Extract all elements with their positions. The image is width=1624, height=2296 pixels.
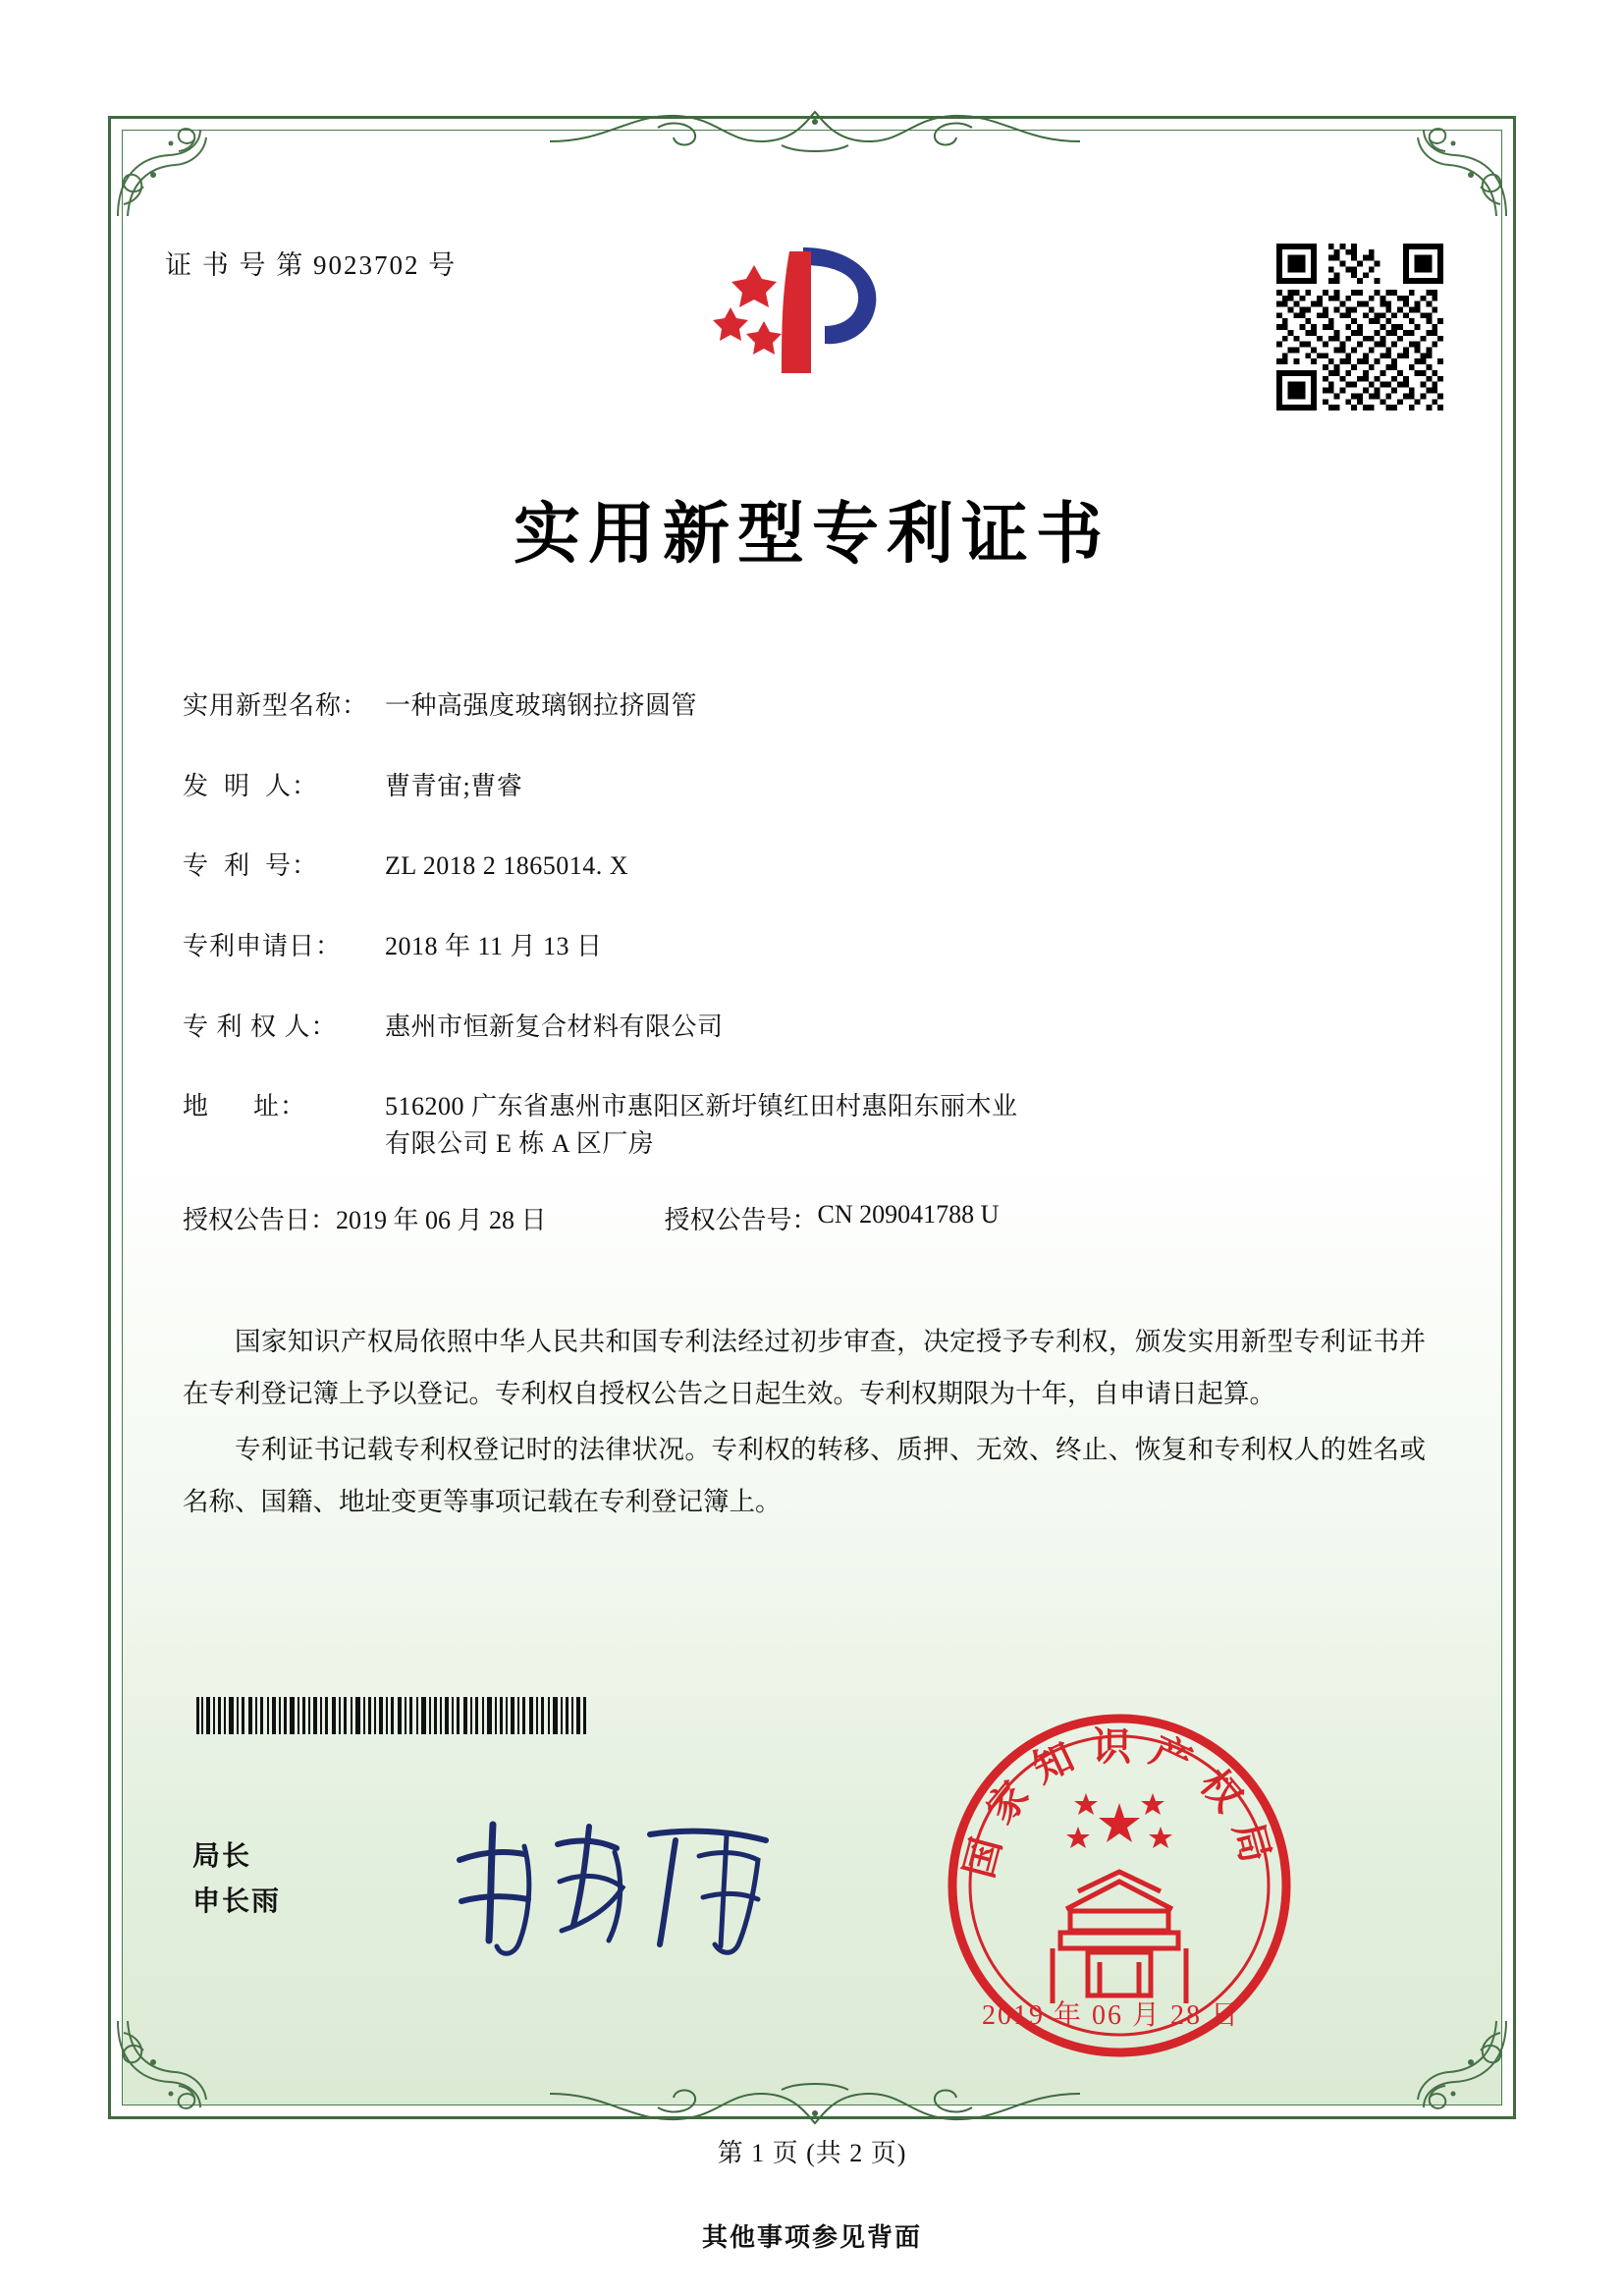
signature-block xyxy=(192,1834,281,1925)
certificate-number: 证 书 号 第 9023702 号 xyxy=(165,250,458,280)
address-line-2: 有限公司 E 栋 A 区厂房 xyxy=(385,1129,655,1159)
address-line-1: 516200 广东省惠州市惠阳区新圩镇红田村惠阳东丽木业 xyxy=(385,1092,1018,1121)
field-inventor xyxy=(183,768,1420,805)
field-label: 专 利 号： xyxy=(183,851,319,881)
field-label: 地 址： xyxy=(183,1092,307,1121)
field-value: 一种高强度玻璃钢拉挤圆管 xyxy=(385,691,698,720)
svg-text:国家知识产权局: 国家知识产权局 xyxy=(955,1723,1283,1884)
back-side-note: 其他事项参见背面 xyxy=(701,2223,922,2252)
field-patent-number xyxy=(183,847,1420,885)
field-application-date xyxy=(183,928,1420,965)
field-label: 实用新型名称： xyxy=(183,691,369,720)
paragraph-2: 专利证书记载专利权登记时的法律状况。专利权的转移、质押、无效、终止、恢复和专利权人的姓名或名称、国籍、地址变更等事项记载在专利登记簿上。 xyxy=(183,1435,1426,1516)
corner-ornament-icon xyxy=(1396,118,1514,226)
handwritten-signature-icon xyxy=(442,1807,795,1964)
field-value: 曹青宙;曹睿 xyxy=(385,771,523,800)
field-patentee xyxy=(183,1009,1420,1046)
field-value: 惠州市恒新复合材料有限公司 xyxy=(385,1011,724,1041)
field-label: 专利申请日： xyxy=(183,932,343,961)
seal-date: 2019 年 06 月 28 日 xyxy=(982,2000,1241,2031)
field-address xyxy=(183,1088,1420,1162)
field-utility-model-name xyxy=(183,687,1420,725)
signature-name: 申长雨 xyxy=(192,1886,282,1918)
barcode xyxy=(196,1697,589,1734)
qr-code-icon xyxy=(1276,244,1443,410)
field-value: ZL 2018 2 1865014. X xyxy=(385,851,629,881)
cnipa-logo-icon xyxy=(687,236,923,383)
field-value: 2018 年 11 月 13 日 xyxy=(385,932,603,961)
field-label: 专 利 权 人： xyxy=(183,1011,338,1041)
signature-role: 局长 xyxy=(192,1841,252,1872)
top-ornament-icon xyxy=(550,102,1080,165)
publication-date-label: 授权公告日： xyxy=(183,1205,337,1234)
field-publication xyxy=(183,1200,1420,1236)
publication-number-label: 授权公告号： xyxy=(664,1205,818,1234)
page-number: 第 1 页 (共 2 页) xyxy=(717,2139,907,2167)
field-list xyxy=(183,687,1420,1236)
field-label: 发 明 人： xyxy=(183,771,319,800)
corner-ornament-icon xyxy=(1396,2011,1514,2119)
corner-ornament-icon xyxy=(110,2011,228,2119)
publication-number-value: CN 209041788 U xyxy=(817,1199,1000,1229)
corner-ornament-icon xyxy=(110,118,228,226)
bottom-ornament-icon xyxy=(550,2070,1080,2133)
field-value-multiline xyxy=(385,1088,1420,1162)
publication-date-value: 2019 年 06 月 28 日 xyxy=(336,1205,547,1234)
legal-text xyxy=(183,1316,1426,1532)
page-title: 实用新型专利证书 xyxy=(513,495,1110,574)
paragraph-1: 国家知识产权局依照中华人民共和国专利法经过初步审查，决定授予专利权，颁发实用新型专利证书并在专利登记簿上予以登记。专利权自授权公告之日起生效。专利权期限为十年，自申请日起算。 xyxy=(183,1327,1426,1408)
